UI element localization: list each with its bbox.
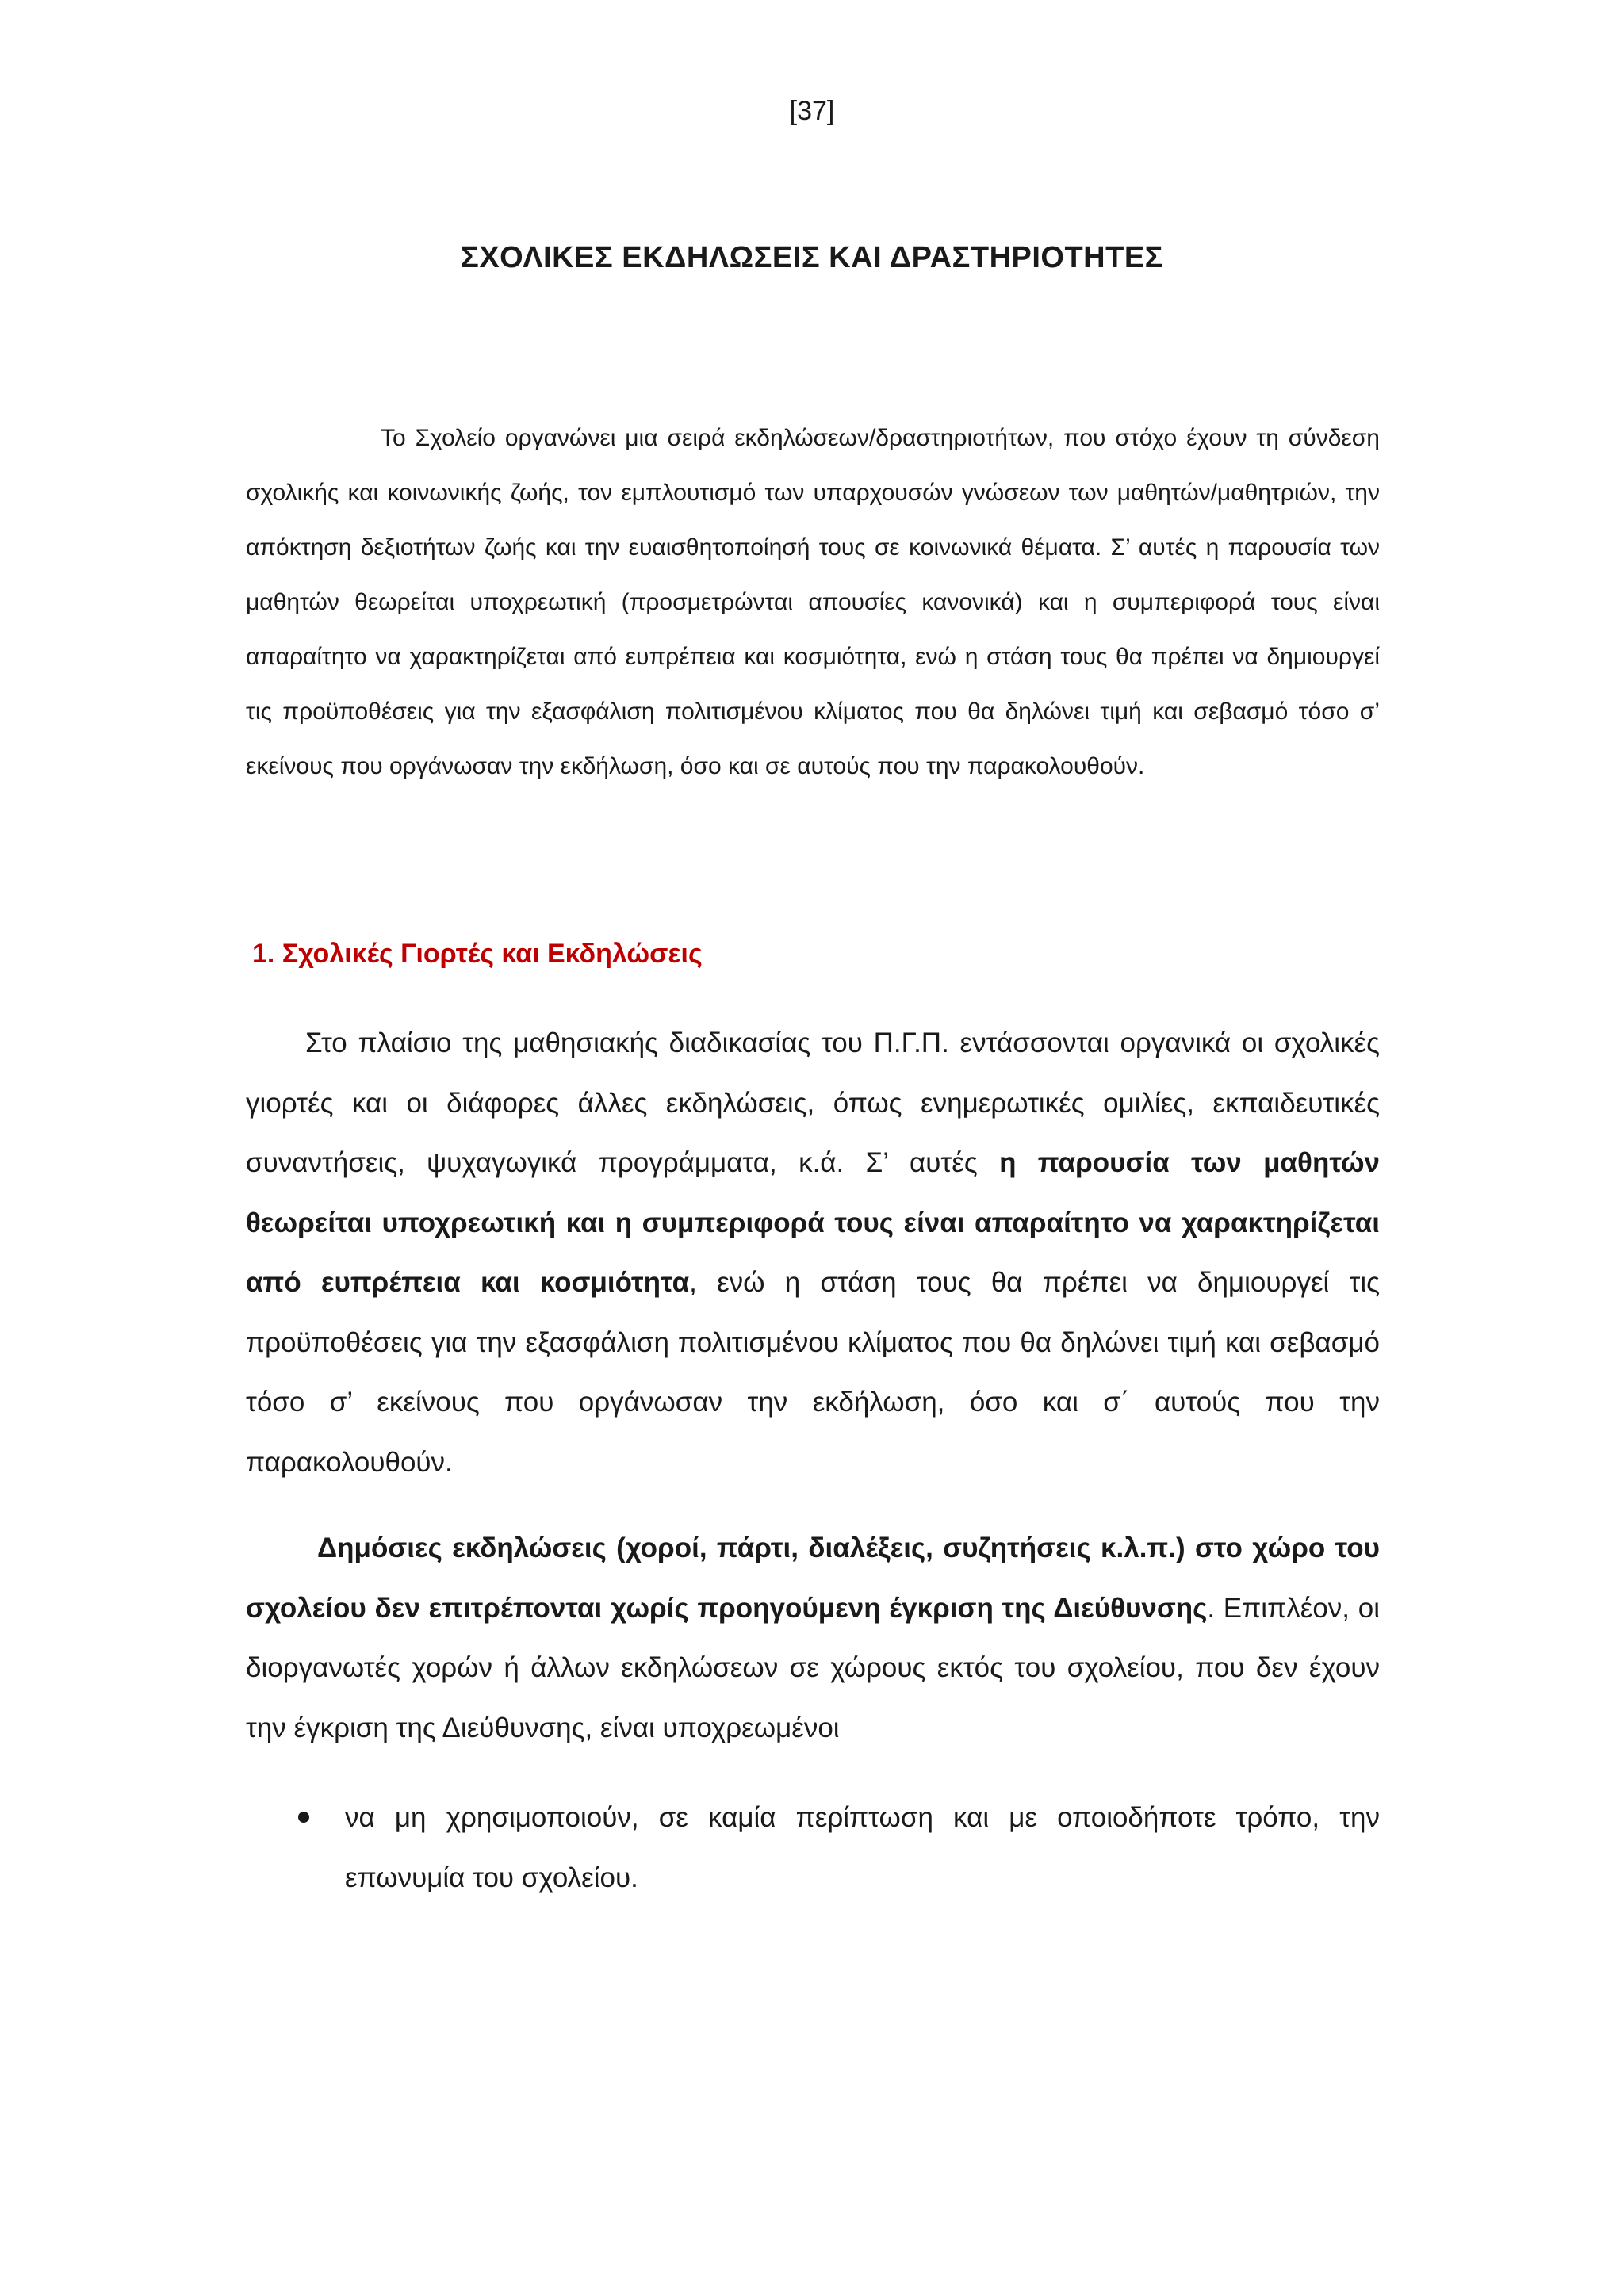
intro-paragraph: Το Σχολείο οργανώνει μια σειρά εκδηλώσεων/δραστηριοτήτων, που στόχο έχουν τη σύνδεση σχολικής και κοινωνικής ζωής, τον εμπλουτισμό των υπαρχουσών γνώσεων των μαθητών/μαθητριών, την απόκτηση δεξιοτήτων ζωής και την ευαισθητοποίησή τους σε κοινωνικά θέματα. Σ’ αυτές η παρουσία των μαθητών θεωρείται υποχρεωτική (προσμετρώνται απουσίες κανονικά) και η συμπεριφορά τους είναι απαραίτητο να χαρακτηρίζεται από ευπρέπεια και κοσμιότητα, ενώ η στάση τους θα πρέπει να δημιουργεί τις προϋποθέσεις για την εξασφάλιση πολιτισμένου κλίματος που θα δηλώνει τιμή και σεβασμό τόσο σ’ εκείνους που οργάνωσαν την εκδήλωση, όσο και σε αυτούς που την παρακολουθούν. bbox=[246, 425, 1380, 779]
bullet-list bbox=[246, 1788, 1380, 1908]
paragraph-text: Στο πλαίσιο της μαθησιακής διαδικασίας του Π.Γ.Π. εντάσσονται οργανικά οι σχολικές γιορτές και οι διάφορες άλλες εκδηλώσεις, όπως ενημερωτικές ομιλίες, εκπαιδευτικές συναντήσεις, ψυχαγωγικά προγράμματα, κ.ά. Σ’ αυτές bbox=[246, 1027, 1380, 1178]
page-number: [37] bbox=[789, 96, 835, 126]
page-title: ΣΧΟΛΙΚΕΣ ΕΚΔΗΛΩΣΕΙΣ ΚΑΙ ΔΡΑΣΤΗΡΙΟΤΗΤΕΣ bbox=[461, 241, 1163, 274]
section-heading: 1. Σχολικές Γιορτές και Εκδηλώσεις bbox=[252, 939, 703, 969]
paragraph-text: , ενώ η στάση τους θα πρέπει να δημιουργεί τις προϋποθέσεις για την εξασφάλιση πολιτισμένου κλίματος που θα δηλώνει τιμή και σεβασμό τόσο σ’ εκείνους που οργάνωσαν την εκδήλωση, όσο και σ΄ αυτούς που την παρακολουθούν. bbox=[246, 1267, 1380, 1478]
paragraph-bold-text: Δημόσιες εκδηλώσεις (χοροί, πάρτι, διαλέξεις, συζητήσεις κ.λ.π.) στο χώρο του σχολείου δεν επιτρέπονται χωρίς προηγούμενη έγκριση της Διεύθυνσης bbox=[246, 1533, 1380, 1624]
section-paragraph-1 bbox=[246, 1013, 1380, 1492]
paragraph-text: . Επιπλέον, οι διοργανωτές χορών ή άλλων εκδηλώσεων σε χώρους εκτός του σχολείου, που δεν έχουν την έγκριση της Διεύθυνσης, είναι υποχρεωμένοι bbox=[246, 1592, 1380, 1743]
bullet-icon bbox=[298, 1812, 309, 1823]
paragraph-bold-text: η παρουσία των μαθητών θεωρείται υποχρεωτική και η συμπεριφορά τους είναι απαραίτητο να χαρακτηρίζεται από ευπρέπεια και κοσμιότητα bbox=[246, 1147, 1381, 1298]
list-item bbox=[246, 1788, 1380, 1908]
list-item-text: να μη χρησιμοποιούν, σε καμία περίπτωση και με οποιοδήποτε τρόπο, την επωνυμία του σχολείου. bbox=[345, 1802, 1380, 1893]
section-paragraph-2 bbox=[246, 1518, 1380, 1758]
